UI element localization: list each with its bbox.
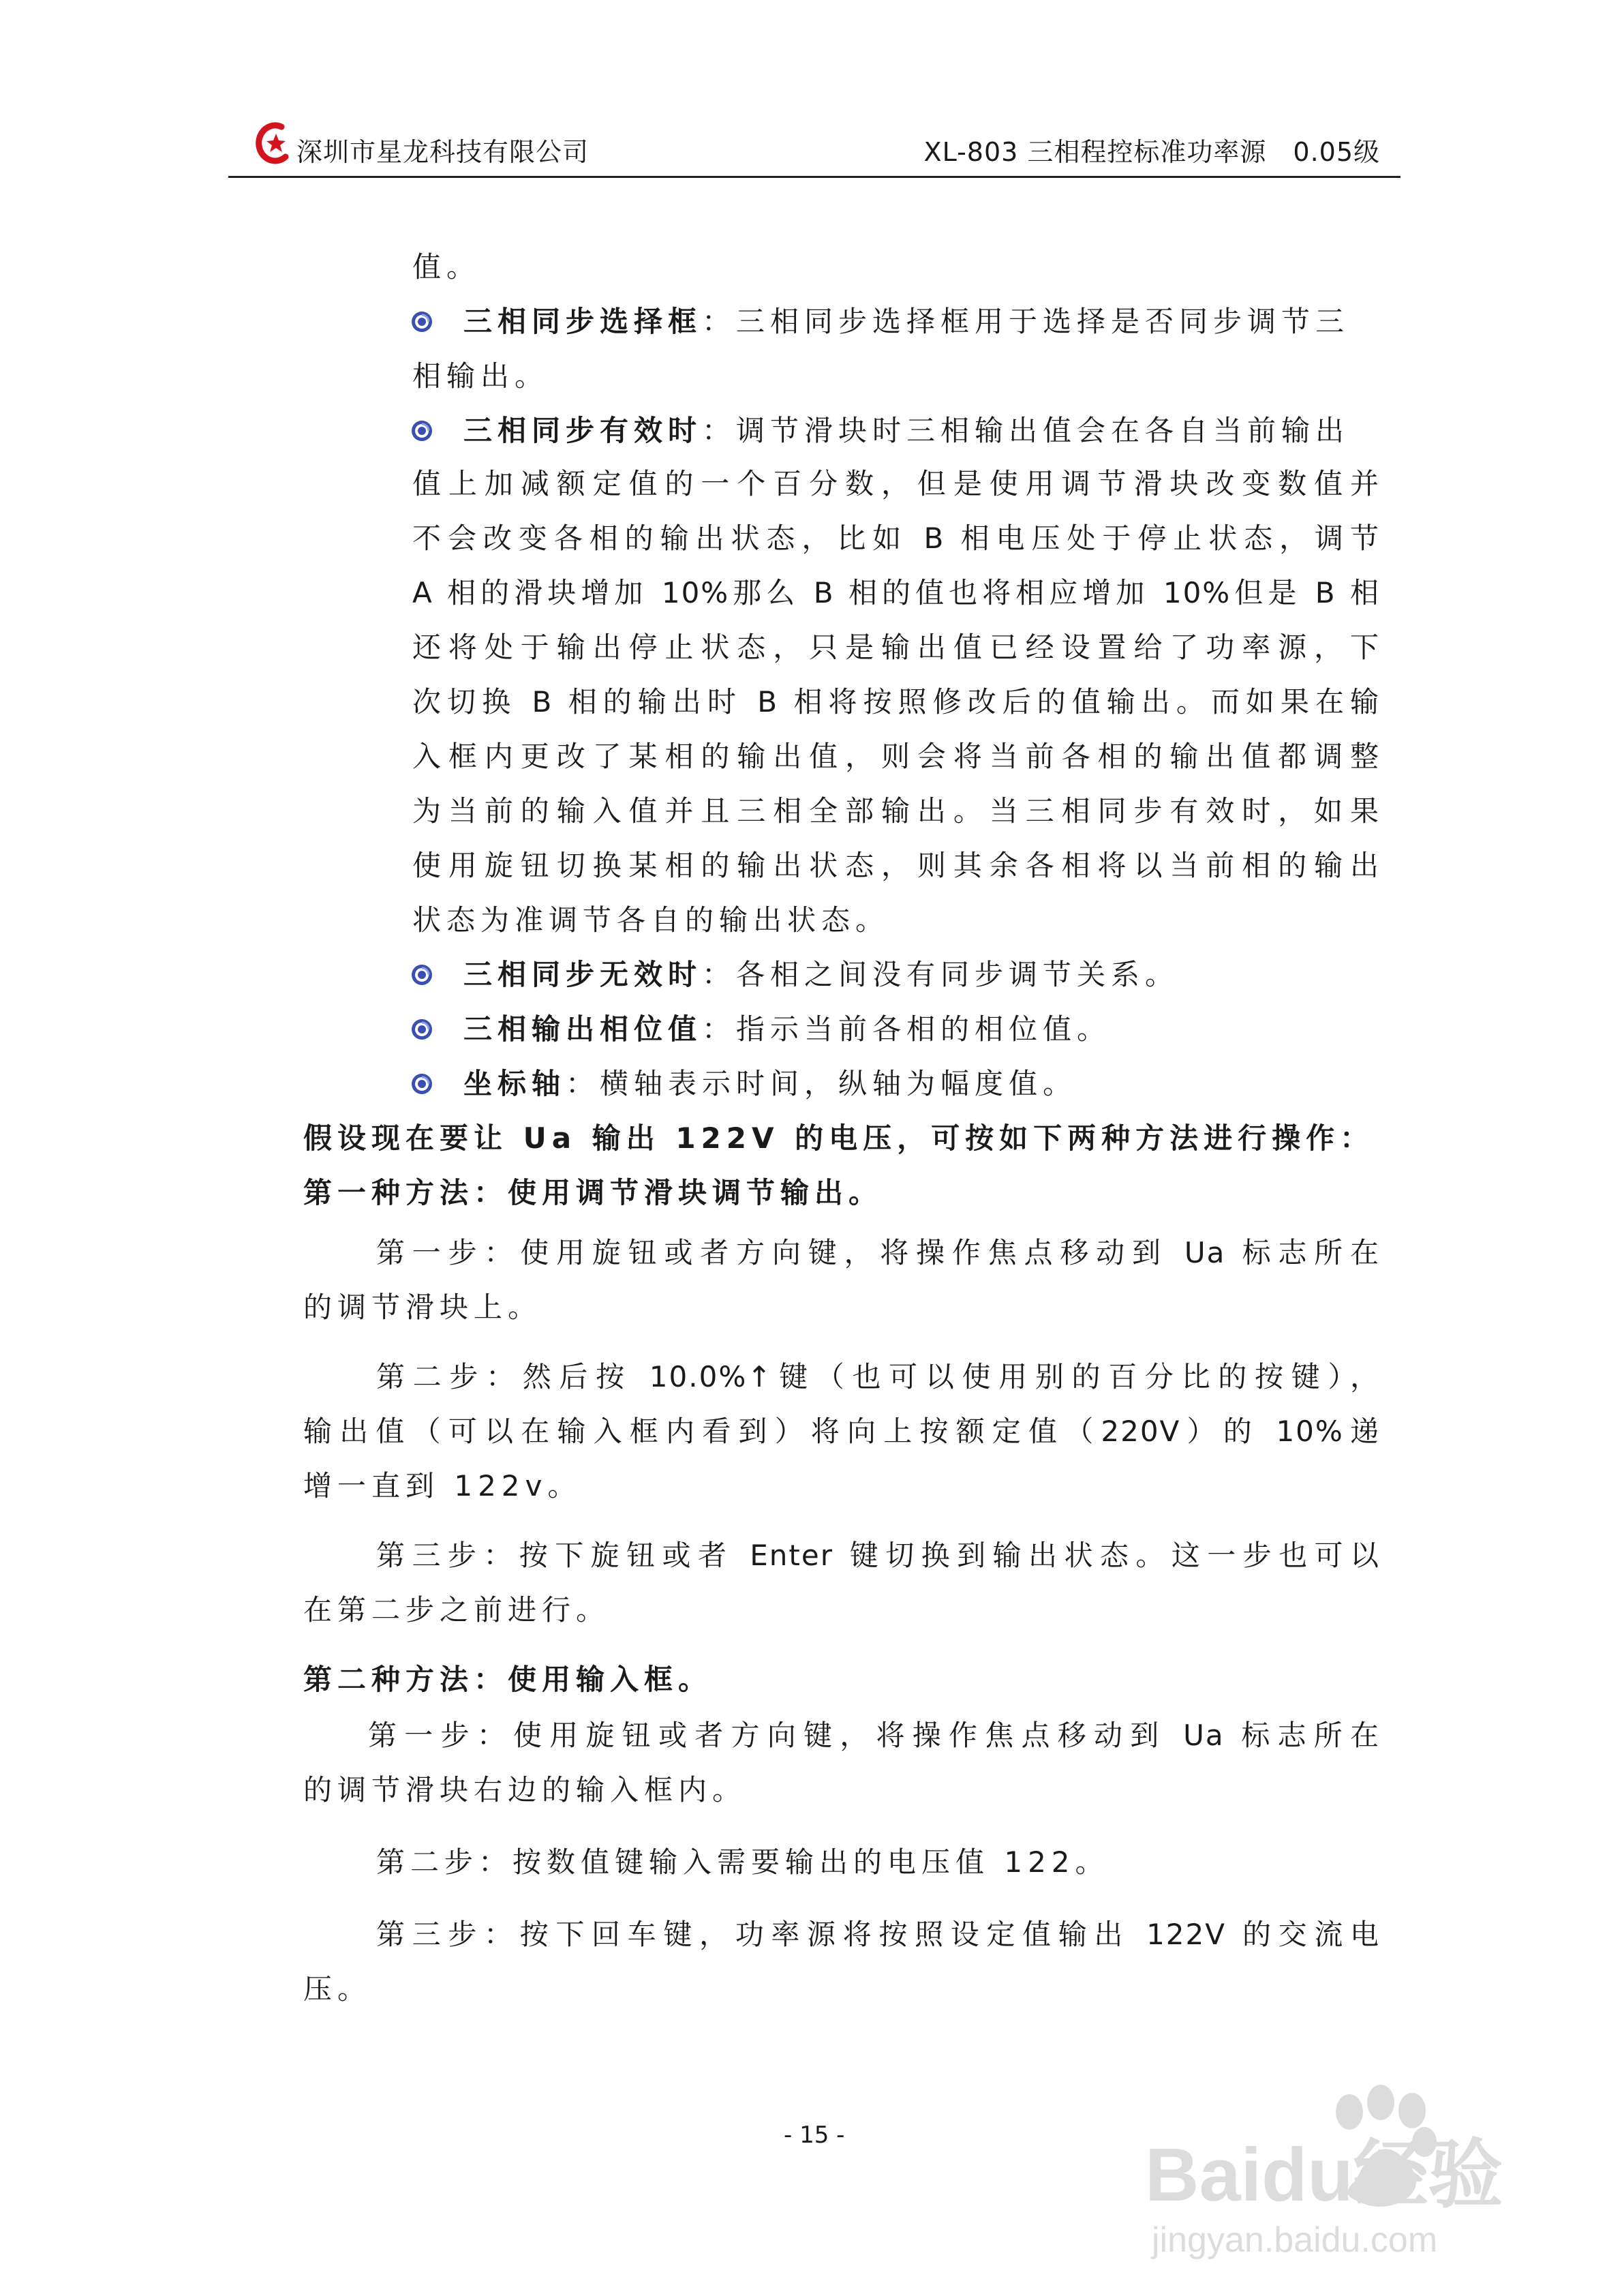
bullet-4-line-1 (463, 1009, 1111, 1050)
bullet-1-line-2: 相输出。 (412, 359, 549, 393)
method-1-step-1-line-1: 第一步：使用旋钮或者方向键，将操作焦点移动到 Ua 标志所在 (376, 1236, 1380, 1269)
page-header (228, 115, 1401, 180)
method-2-step-1-line-1: 第一步：使用旋钮或者方向键，将操作焦点移动到 Ua 标志所在 (368, 1719, 1380, 1752)
method-1-step-1-line-2: 的调节滑块上。 (303, 1290, 542, 1324)
bullet-term: 坐标轴 (463, 1067, 566, 1100)
bullet-term: 三相输出相位值 (463, 1012, 703, 1046)
watermark-brand: Baidu经验 (1145, 2133, 1503, 2217)
bullet-2-line-3: 不会改变各相的输出状态，比如 B 相电压处于停止状态，调节 (412, 522, 1380, 555)
bullet-2-line-8: 为当前的输入值并且三相全部输出。当三相同步有效时，如果 (412, 794, 1380, 828)
bullet-2-line-2: 值上加减额定值的一个百分数，但是使用调节滑块改变数值并 (412, 467, 1380, 500)
method-1-step-3-line-1: 第三步：按下旋钮或者 Enter 键切换到输出状态。这一步也可以 (376, 1539, 1380, 1572)
bullet-icon (410, 963, 433, 986)
bullet-term: 三相同步无效时 (463, 958, 703, 991)
method-1-step-2-line-1: 第二步：然后按 10.0%↑键（也可以使用别的百分比的按键）， (376, 1360, 1380, 1393)
company-logo-icon (256, 121, 294, 165)
method-2-step-1-line-2: 的调节滑块右边的输入框内。 (303, 1773, 747, 1807)
bullet-term: 三相同步有效时 (463, 414, 703, 447)
method-2-step-3-line-1: 第三步：按下回车键，功率源将按照设定值输出 122V 的交流电 (376, 1918, 1380, 1951)
product-title: XL-803 三相程控标准功率源 0.05级 (923, 137, 1380, 167)
bullet-1-line-1 (463, 301, 1349, 342)
bullet-icon (410, 1018, 433, 1041)
bullet-2-line-1 (463, 410, 1349, 451)
method-2-step-2-line-1: 第二步：按数值键输入需要输出的电压值 122。 (376, 1845, 1110, 1879)
bullet-term: 三相同步选择框 (463, 305, 703, 338)
bullet-text: ：各相之间没有同步调节关系。 (702, 958, 1180, 991)
bullet-5-line-1 (463, 1063, 1077, 1104)
method-1-step-3-line-2: 在第二步之前进行。 (303, 1593, 611, 1627)
page-number: - 15 - (784, 2121, 845, 2149)
method-2-title: 第二种方法：使用输入框。 (303, 1663, 713, 1696)
bullet-text: ：调节滑块时三相输出值会在各自当前输出 (702, 414, 1350, 447)
method-2-step-3-line-2: 压。 (303, 1972, 372, 2006)
bullet-2-line-7: 入框内更改了某相的输出值，则会将当前各相的输出值都调整 (412, 740, 1380, 773)
bullet-3-line-1 (463, 954, 1179, 995)
bullet-2-line-6: 次切换 B 相的输出时 B 相将按照修改后的值输出。而如果在输 (412, 685, 1380, 719)
bullet-text: ：指示当前各相的相位值。 (702, 1012, 1112, 1046)
watermark-url: jingyan.baidu.com (1152, 2220, 1438, 2260)
baidu-jingyan-watermark (1131, 2057, 1608, 2262)
bullet-2-line-5: 还将处于输出停止状态，只是输出值已经设置给了功率源，下 (412, 631, 1380, 664)
bullet-text: ：横轴表示时间，纵轴为幅度值。 (566, 1067, 1077, 1100)
method-1-title: 第一种方法：使用调节滑块调节输出。 (303, 1176, 883, 1209)
method-1-step-2-line-3: 增一直到 122v。 (303, 1469, 582, 1502)
section-intro: 假设现在要让 Ua 输出 122V 的电压，可按如下两种方法进行操作： (303, 1121, 1375, 1155)
bullet-text: ：三相同步选择框用于选择是否同步调节三 (702, 305, 1350, 338)
bullet-icon (410, 310, 433, 333)
header-rule (228, 176, 1401, 178)
bullet-icon (410, 419, 433, 442)
company-name: 深圳市星龙科技有限公司 (296, 137, 590, 167)
bullet-icon (410, 1072, 433, 1096)
method-1-step-2-line-2: 输出值（可以在输入框内看到）将向上按额定值（220V）的 10%递 (303, 1415, 1380, 1448)
intro-line: 值。 (412, 250, 481, 284)
bullet-2-line-4: A 相的滑块增加 10%那么 B 相的值也将相应增加 10%但是 B 相 (412, 576, 1380, 609)
bullet-2-line-10: 状态为准调节各自的输出状态。 (412, 903, 890, 937)
bullet-2-line-9: 使用旋钮切换某相的输出状态，则其余各相将以当前相的输出 (412, 849, 1380, 882)
